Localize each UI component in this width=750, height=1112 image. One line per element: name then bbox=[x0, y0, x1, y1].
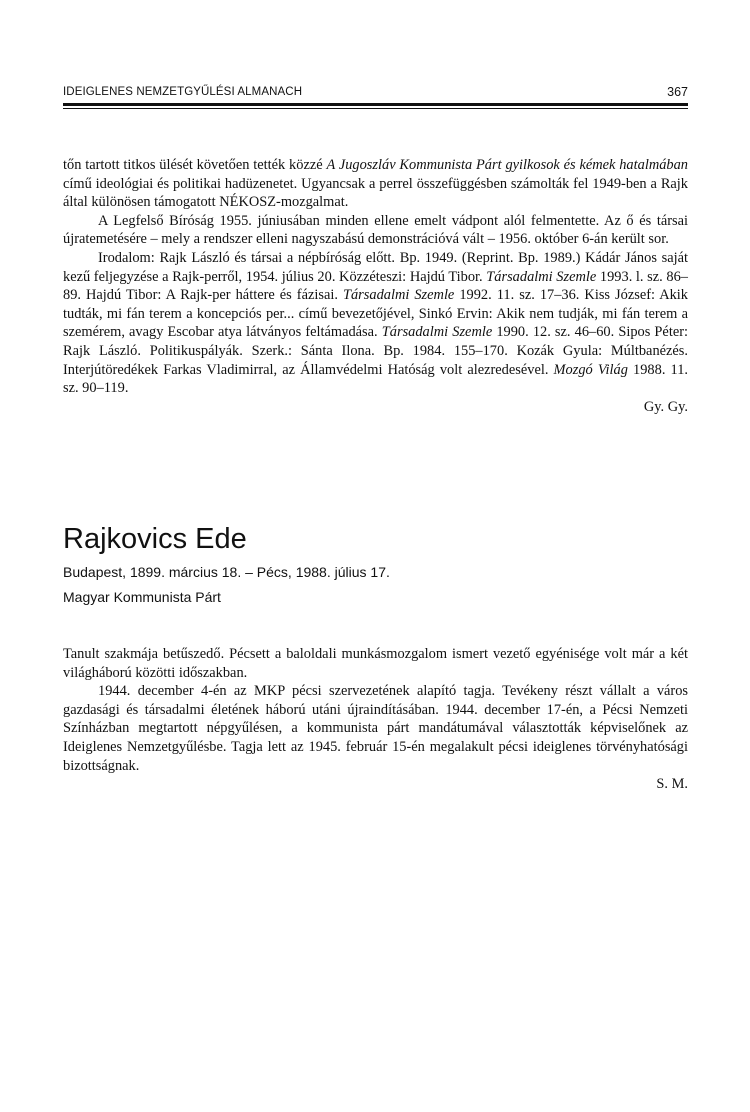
italic-title: Társadalmi Szemle bbox=[486, 268, 597, 285]
italic-title: Mozgó Világ bbox=[553, 361, 628, 378]
running-title: IDEIGLENES NEMZETGYŰLÉSI ALMANACH bbox=[63, 86, 303, 98]
author-signature: S. M. bbox=[656, 776, 688, 793]
italic-title: A Jugoszláv Kommunista Párt gyilkosok és kémek hatalmában bbox=[326, 157, 688, 173]
header-rule-thin bbox=[63, 108, 688, 109]
header-rule-thick bbox=[63, 103, 688, 106]
text-run: tőn tartott titkos ülését követően tették közzé bbox=[63, 157, 327, 173]
page-number: 367 bbox=[667, 85, 688, 99]
entry-dates: Budapest, 1899. március 18. – Pécs, 1988. július 17. bbox=[63, 564, 390, 580]
entry-body bbox=[63, 645, 688, 794]
text-run: 1992. 11. sz. 17–36. Kiss József: Akik tudták, mi fán terem a koncepciós per... című bevezetőjével, Sinkó Ervin: Akik nem tudják, mi fán terem a szemérem, avagy Escobar atya látványos feltámadása. bbox=[63, 287, 689, 341]
text-run: című ideológiai és politikai hadüzenetet. Ugyancsak a perrel összefüggésben számolták fel 1949-ben a Rajk által különösen támogatott NÉKOSZ-mozgalmat. bbox=[63, 175, 688, 211]
entry-party: Magyar Kommunista Párt bbox=[63, 589, 221, 605]
previous-entry-continuation bbox=[63, 156, 688, 416]
paragraph: A Legfelső Bíróság 1955. júniusában minden ellene emelt vádpont alól felmentette. Az ő és társai újratemetésére – mely a rendszer elleni nagyszabású demonstrációvá vált – 1956. október 6-án került sor. bbox=[63, 212, 688, 248]
author-signature: Gy. Gy. bbox=[643, 398, 688, 415]
paragraph: Tanult szakmája betűszedő. Pécsett a baloldali munkásmozgalom ismert vezető egyénisége volt már a két világháború közötti időszakban. bbox=[63, 646, 688, 681]
paragraph bbox=[63, 156, 688, 212]
italic-title: Társadalmi Szemle bbox=[342, 287, 455, 304]
page-header bbox=[63, 84, 688, 102]
text-run: 1990. 12. sz. 46–60. Sipos Péter: Rajk László. Politikuspályák. Szerk.: Sánta Ilona. Bp. 1984. 155–170. Kozák Gyula: Múltbanézés. Interjútöredékek Farkas Vladimirral, az Államvédelmi Hatóság volt alezredesével. bbox=[63, 324, 688, 378]
paragraph: 1944. december 4-én az MKP pécsi szervezetének alapító tagja. Tevékeny részt vállalt a város gazdasági és társadalmi életének háború utáni újraindításában. 1944. december 17-én, a Pécsi Nemzeti Színházban megtartott népgyűlésen, a kommunista párt mandátumával választották képviselőnek az Ideiglenes Nemzetgyűlésbe. Tagja lett az 1945. február 15-én megalakult pécsi ideiglenes törvényhatósági bizottságnak. bbox=[63, 683, 688, 774]
text-run: 1993. l. sz. 86–89. Hajdú Tibor: A Rajk-per háttere és fázisai. bbox=[63, 268, 688, 304]
italic-title: Társadalmi Szemle bbox=[381, 324, 493, 341]
text-run: 1988. 11. sz. 90–119. bbox=[63, 361, 688, 397]
entry-heading: Rajkovics Ede bbox=[63, 523, 247, 555]
text-run: Irodalom: Rajk László és társai a népbíróság előtt. Bp. 1949. (Reprint. Bp. 1989.) Kádár János saját kezű feljegyzése a Rajk-perről, 1954. július 20. Közzéteszi: Hajdú Tibor. bbox=[63, 249, 688, 285]
bibliography-paragraph bbox=[63, 249, 688, 398]
